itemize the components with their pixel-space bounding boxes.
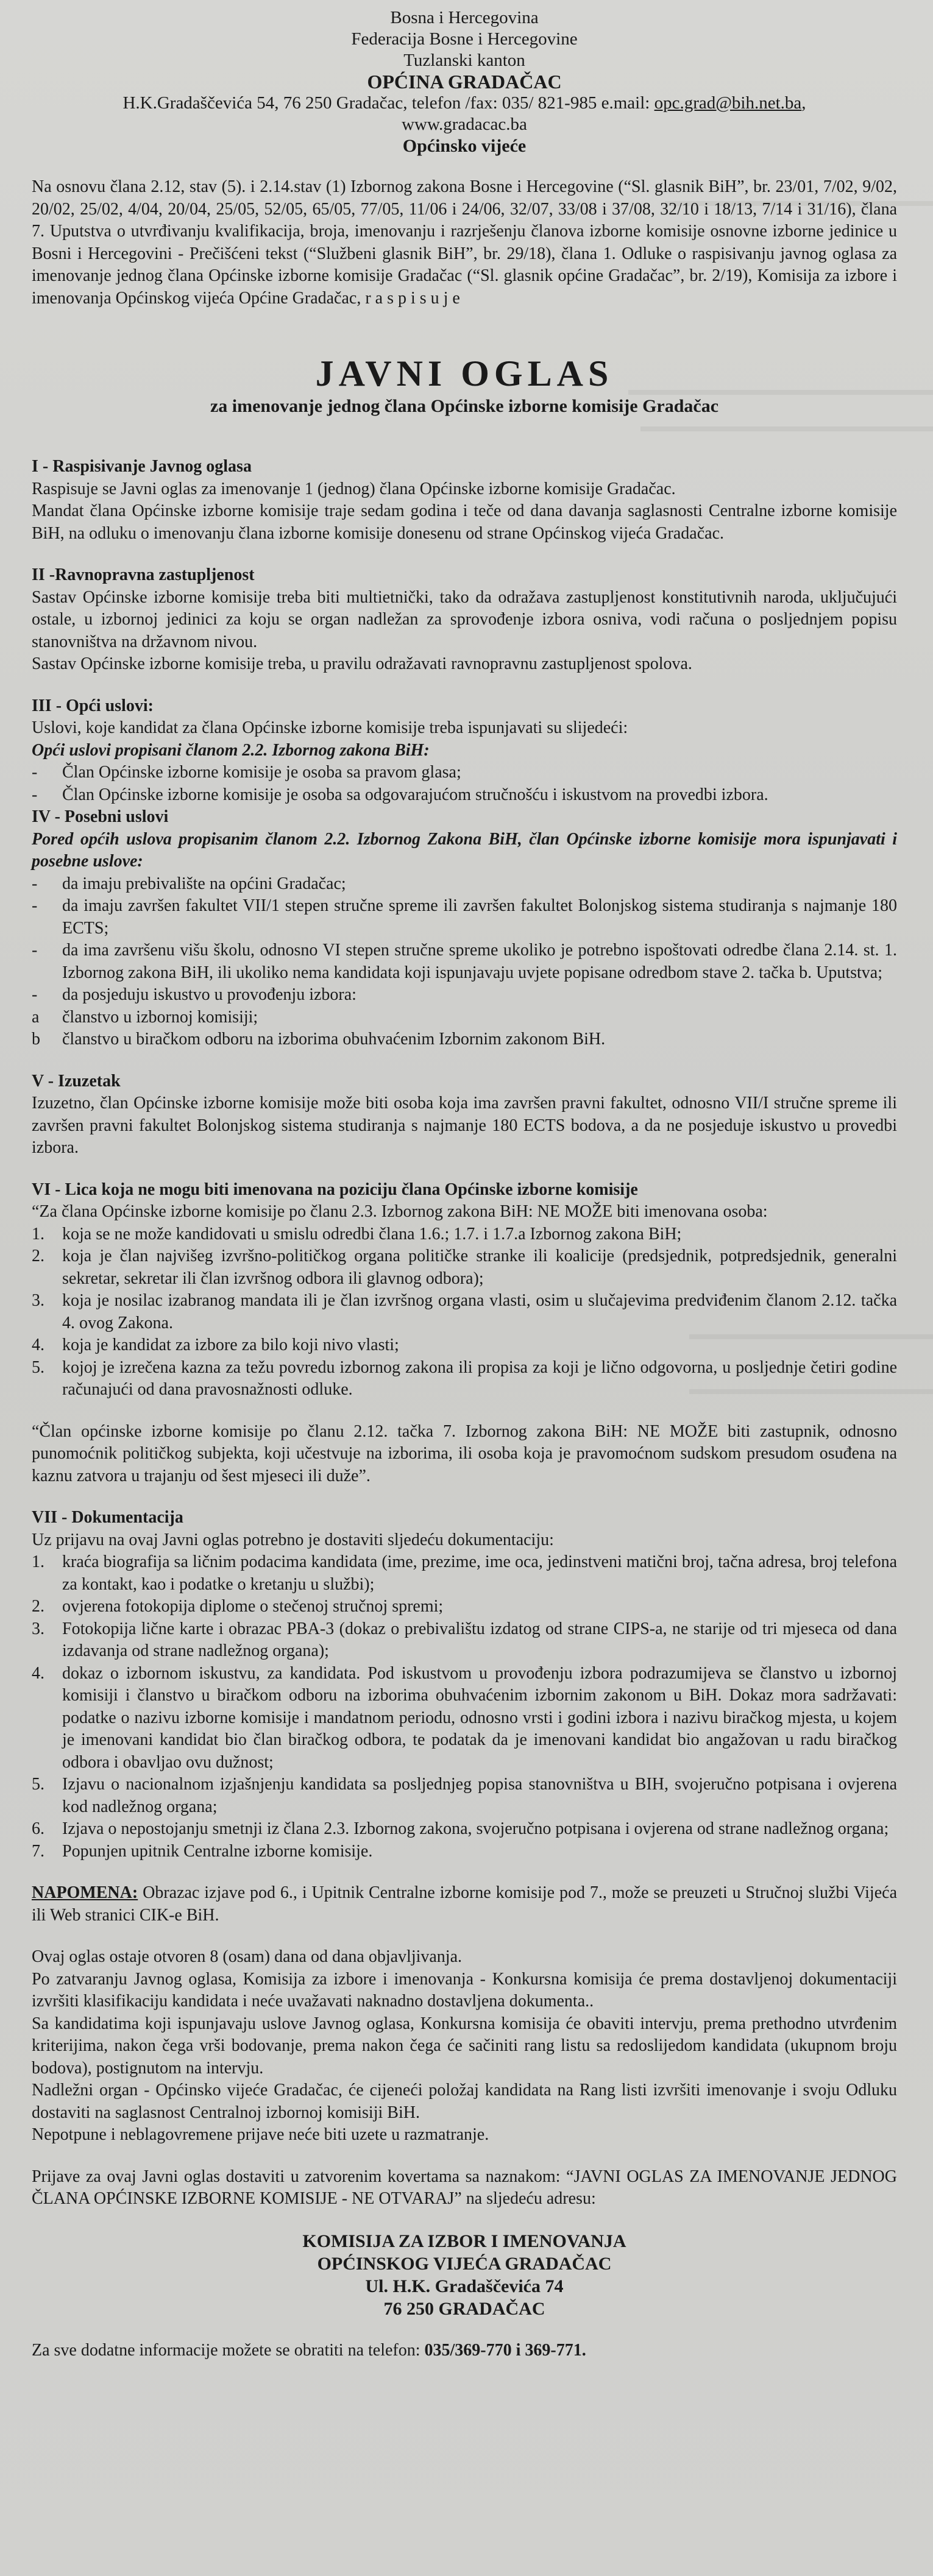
section-3-subheading: Opći uslovi propisani članom 2.2. Izbornog zakona BiH: <box>32 740 430 760</box>
list-item <box>32 1245 897 1290</box>
section-7-heading: VII - Dokumentacija <box>32 1508 183 1527</box>
list-marker: 1. <box>32 1552 44 1571</box>
section-1-text: Mandat člana Općinske izborne komisije traje sedam godina i teče od dana davanja saglasnosti Centralne izborne komisije BiH, na odluku o imenovanju člana izborne komisije donesenu od strane Općinskog vijeća Gradačac. <box>32 501 897 543</box>
list-item <box>32 984 897 1007</box>
list-marker: - <box>32 896 38 915</box>
header-email-link[interactable]: opc.grad@bih.net.ba <box>654 93 802 113</box>
section-6-text: “Član općinske izborne komisije po članu 2.12. tačka 7. Izbornog zakona BiH: NE MOŽE biti zastupnik, odnosno punomoćnik političkog subjekta, koji učestvuje na izborima, ili osoba koja je pravomoćnom sudskom presudom osuđena na kaznu zatvora u trajanju od šest mjeseci ili duže”. <box>32 1421 897 1485</box>
address-line: Ul. H.K. Gradaščevića 74 <box>365 2276 564 2296</box>
legal-basis-intro: Na osnovu člana 2.12, stav (5). i 2.14.stav (1) Izbornog zakona Bosne i Hercegovine (“Sl. glasnik BiH”, br. 23/01, 7/02, 9/02, 20/02, 25/02, 4/04, 20/04, 25/05, 52/05, 65/05, 77/05, 11/06 i 24/06, 32/07, 33/08 i 37/08, 32/10 i 18/13, 7/14 i 31/16), člana 7. Uputstva o utvrđivanju kvalifikacija, broja, imenovanju i razrješenju članova izborne komisije osnovne izborne jedinice u Bosni i Hercegovini - Prečišćeni tekst (“Službeni glasnik BiH”, br. 29/18), člana 1. Odluke o raspisivanju javnog oglasa za imenovanje jednog člana Općinske izborne komisije Gradačac (“Sl. glasnik općine Gradačac”, br. 2/19), Komisija za izbore i imenovanja Općinskog vijeća Općine Gradačac, r a s p i s u j e <box>32 177 897 308</box>
section-7-text: Uz prijavu na ovaj Javni oglas potrebno je dostaviti sljedeću dokumentaciju: <box>32 1530 554 1549</box>
section-2-text: Sastav Općinske izborne komisije treba biti multietnički, tako da odražava zastupljenost konstitutivnih naroda, uključujući ostale, u izbornoj jedinici za koju se organ nadležan za sprovođenje izbora osniva, vodi računa o posljednjem popisu stanovništva na državnom nivou. <box>32 587 897 651</box>
announcement-column <box>32 7 897 2362</box>
list-marker: - <box>32 763 38 782</box>
closing-text: Po zatvaranju Javnog oglasa, Komisija za izbore i imenovanja - Konkursna komisija će prema dostavljenoj dokumentaciji izvršiti klasifikaciju kandidata i neće uvažavati naknadno dostavljena dokumenta.. <box>32 1969 897 2011</box>
list-item <box>32 1334 897 1357</box>
list-item <box>32 939 897 984</box>
list-marker: - <box>32 874 38 893</box>
list-item-text: dokaz o izbornom iskustvu, za kandidata. Pod iskustvom u provođenju izbora podrazumijeva se članstvo u izbornoj komisiji i članstvo u biračkom odboru na izborima obuhvaćenim izbornim zakonom u BiH. Dokaz mora sadržavati: podatke o nazivu izborne komisije i mandatnom periodu, odnosno vrsti i godini izbora i nazivu biračkog mjesta, u kojem je imenovani kandidat bio član biračkog odbora, te podatak da je imenovani kandidat bio angažovan u radu biračkog odbora i obavljao ovu dužnost; <box>62 1663 897 1772</box>
list-item <box>32 1774 897 1818</box>
closing-text: Ovaj oglas ostaje otvoren 8 (osam) dana od dana objavljivanja. <box>32 1947 463 1966</box>
note-text: Obrazac izjave pod 6., i Upitnik Centralne izborne komisije pod 7., može se preuzeti u Stručnoj službi Vijeća ili Web stranici CIK-e BiH. <box>32 1883 897 1925</box>
list-item-text: da imaju prebivalište na općini Gradačac; <box>62 874 346 893</box>
section-3-text: Uslovi, koje kandidat za člana Općinske izborne komisije treba ispunjavati su slijedeći: <box>32 718 628 737</box>
list-item <box>32 1223 897 1246</box>
closing-text: Sa kandidatima koji ispunjavaju uslove Javnog oglasa, Konkursna komisija će obaviti intervju, prema prethodno utvrđenim kriterijima, nakon čega vrši bodovanje, prema nakon čega će sačiniti rang listu sa redoslijedom kandidata (ukupnom broju bodova), postignutom na intervju. <box>32 2014 897 2078</box>
section-2-heading: II -Ravnopravna zastupljenost <box>32 565 255 584</box>
list-marker: 6. <box>32 1819 44 1838</box>
section-6-text: “Za člana Općinske izborne komisije po članu 2.3. Izbornog zakona BiH: NE MOŽE biti imenovana osoba: <box>32 1202 768 1221</box>
list-item <box>32 1357 897 1401</box>
announcement-subtitle: za imenovanje jednog člana Općinske izborne komisije Gradačac <box>210 396 719 416</box>
section-6-heading: VI - Lica koja ne mogu biti imenovana na poziciju člana Općinske izborne komisije <box>32 1180 638 1199</box>
list-item <box>32 1290 897 1334</box>
announcement-title: JAVNI OGLAS <box>315 353 614 394</box>
section-3-heading: III - Opći uslovi: <box>32 696 154 715</box>
closing-text: Prijave za ovaj Javni oglas dostaviti u zatvorenim kovertama sa naznakom: “JAVNI OGLAS ZA IMENOVANJE JEDNOG ČLANA OPĆINSKE IZBORNE KOMISIJE - NE OTVARAJ” na sljedeću adresu: <box>32 2167 897 2208</box>
list-item-text: članstvo u izbornoj komisiji; <box>62 1007 258 1027</box>
list-marker: b <box>32 1030 40 1049</box>
list-item <box>32 762 897 784</box>
closing-text: Nepotpune i neblagovremene prijave neće biti uzete u razmatranje. <box>32 2125 489 2144</box>
list-marker: - <box>32 785 38 804</box>
list-item <box>32 1618 897 1663</box>
header-federation: Federacija Bosne i Hercegovine <box>351 29 578 49</box>
list-marker: 1. <box>32 1224 44 1244</box>
list-item <box>32 1007 897 1029</box>
section-2-text: Sastav Općinske izborne komisije treba, u pravilu odražavati ravnopravnu zastupljenost spolova. <box>32 654 692 673</box>
list-item <box>32 784 897 807</box>
header-country: Bosna i Hercegovina <box>390 8 539 27</box>
list-item <box>32 1596 897 1618</box>
list-item <box>32 1818 897 1841</box>
contact-phones: 035/369-770 i 369-771. <box>424 2340 586 2360</box>
section-1-text: Raspisuje se Javni oglas za imenovanje 1 (jednog) člana Općinske izborne komisije Gradačac. <box>32 479 676 498</box>
list-marker: 5. <box>32 1357 44 1377</box>
letterhead <box>32 7 897 157</box>
list-item <box>32 1028 897 1051</box>
list-marker: 5. <box>32 1775 44 1794</box>
list-item-text: Član Općinske izborne komisije je osoba sa pravom glasa; <box>62 763 461 782</box>
list-marker: 2. <box>32 1597 44 1616</box>
list-item <box>32 1663 897 1774</box>
contact-text: Za sve dodatne informacije možete se obratiti na telefon: <box>32 2340 425 2360</box>
list-marker: 4. <box>32 1663 44 1683</box>
note-paragraph <box>32 1882 897 1927</box>
list-marker: 7. <box>32 1841 44 1861</box>
list-marker: a <box>32 1007 40 1027</box>
list-item-text: koja je kandidat za izbore za bilo koji nivo vlasti; <box>62 1336 399 1354</box>
list-item-text: koja se ne može kandidovati u smislu odredbi člana 1.6.; 1.7. i 1.7.a Izbornog zakona BiH; <box>62 1224 682 1244</box>
list-item-text: da posjeduju iskustvo u provođenju izbora: <box>62 985 357 1004</box>
section-5-text: Izuzetno, član Općinske izborne komisije može biti osoba koja ima završen pravni fakultet, odnosno VII/I stručne spreme ili završen pravni fakultet Bolonjskog sistema studiranja s najmanje 180 ECTS bodova, a da ne posjeduje iskustvo u provedbi izbora. <box>32 1094 897 1157</box>
list-item <box>32 1841 897 1863</box>
address-line: 76 250 GRADAČAC <box>383 2298 545 2319</box>
background-bleed-text-decoration <box>917 0 933 132</box>
section-4-subheading: Pored općih uslova propisanim članom 2.2. Izbornog Zakona BiH, član Općinske izborne komisije mora ispunjavati i posebne uslove: <box>32 829 897 871</box>
closing-text: Nadležni organ - Općinsko vijeće Gradačac, će cijeneći položaj kandidata na Rang listi izvršiti imenovanje i svoju Odluku dostaviti na saglasnost Centralnoj izbornoj komisiji BiH. <box>32 2081 897 2122</box>
list-item-text: da ima završenu višu školu, odnosno VI stepen stručne spreme ukoliko je potrebno ispoštovati odredbe člana 2.14. st. 1. Izbornog zakona BiH, ili ukoliko nema kandidata koji ispunjavaju uvjete popisane odredbom stave 2. tačka b. Uputstva; <box>62 941 897 982</box>
list-item-text: Izjava o nepostojanju smetnji iz člana 2.3. Izbornog zakona, svojeručno potpisana i ovjerena od strane nadležnog organa; <box>62 1819 889 1838</box>
list-item-text: kojoj je izrečena kazna za težu povredu izbornog zakona ili propisa za koji je lično odgovorna, u posljednje četiri godine računajući od dana pravosnažnosti odluke. <box>62 1357 897 1399</box>
address-line: OPĆINSKOG VIJEĆA GRADAČAC <box>317 2253 612 2274</box>
list-item <box>32 873 897 896</box>
header-address: H.K.Gradaščevića 54, 76 250 Gradačac, telefon /fax: 035/ 821-985 e.mail: <box>122 93 655 113</box>
list-marker: - <box>32 985 38 1004</box>
list-item-text: Član Općinske izborne komisije je osoba sa odgovarajućom stručnošću i iskustvom na provedbi izbora. <box>62 785 768 804</box>
list-marker: 2. <box>32 1247 44 1265</box>
list-marker: 4. <box>32 1336 44 1354</box>
header-comma: , <box>801 93 806 113</box>
header-web-link[interactable]: www.gradacac.ba <box>402 115 527 134</box>
section-5-heading: V - Izuzetak <box>32 1071 121 1091</box>
list-item-text: da imaju završen fakultet VII/1 stepen stručne spreme ili završen fakultet Bolonjskog sistema studiranja s najmanje 180 ECTS; <box>62 896 897 938</box>
header-contact-line <box>32 93 897 114</box>
list-item-text: Fotokopija lične karte i obrazac PBA-3 (dokaz o prebivalištu izdatog od strane CIPS-a, ne starije od tri mjeseca od dana izdavanja od strane nadležnog organa); <box>62 1619 897 1660</box>
list-item-text: kraća biografija sa ličnim podacima kandidata (ime, prezime, ime oca, jedinstveni matični broj, tačna adresa, broj telefona za kontakt, kao i podatke o kretanju u službi); <box>62 1552 897 1594</box>
section-1-heading: I - Raspisivanje Javnog oglasa <box>32 457 252 476</box>
note-label: NAPOMENA: <box>32 1883 138 1902</box>
list-marker: 3. <box>32 1619 44 1638</box>
list-item-text: koja je član najvišeg izvršno-političkog organa političke stranke ili koalicije (predsjednik, potpredsjednik, generalni sekretar, sekretar ili član izvršnog odbora ili glavnog odbora); <box>62 1247 897 1288</box>
address-line: KOMISIJA ZA IZBOR I IMENOVANJA <box>302 2231 626 2251</box>
header-canton: Tuzlanski kanton <box>403 51 525 70</box>
list-marker: - <box>32 941 38 960</box>
list-item-text: Izjavu o nacionalnom izjašnjenju kandidata sa posljednjeg popisa stanovništva u BIH, svojeručno potpisana i ovjerena kod nadležnog organa; <box>62 1775 897 1816</box>
list-item <box>32 1551 897 1596</box>
list-item-text: Popunjen upitnik Centralne izborne komisije. <box>62 1841 373 1861</box>
list-item <box>32 895 897 939</box>
list-item-text: koja je nosilac izabranog mandata ili je član izvršnog organa vlasti, osim u slučajevima predviđenim članom 2.12. tačka 4. ovog Zakona. <box>62 1291 897 1332</box>
list-item-text: ovjerena fotokopija diplome o stečenoj stručnoj spremi; <box>62 1597 444 1616</box>
section-4-heading: IV - Posebni uslovi <box>32 807 169 826</box>
header-council: Općinsko vijeće <box>402 136 527 156</box>
contact-line <box>32 2340 897 2362</box>
list-item-text: članstvo u biračkom odboru na izborima obuhvaćenim Izbornim zakonom BiH. <box>62 1030 606 1049</box>
list-marker: 3. <box>32 1291 44 1310</box>
mailing-address <box>32 2230 897 2320</box>
header-municipality: OPĆINA GRADAČAC <box>367 71 562 93</box>
